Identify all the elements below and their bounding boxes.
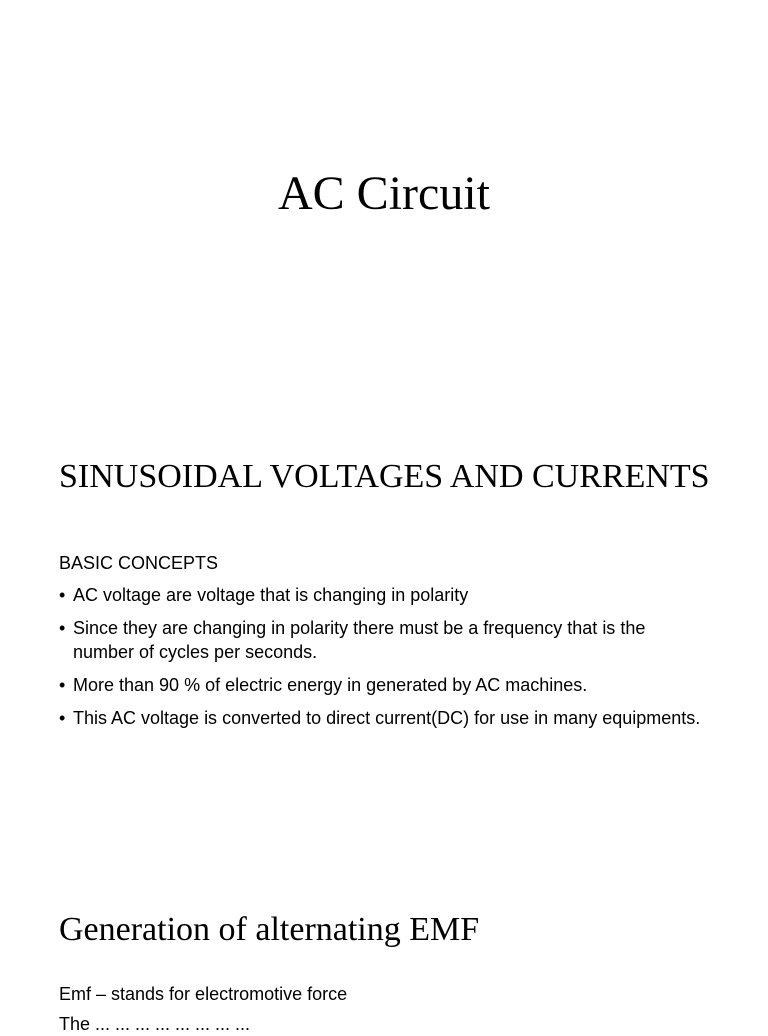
list-item xyxy=(59,706,709,730)
bullet-text: AC voltage are voltage that is changing in polarity xyxy=(73,585,469,605)
bullet-text: Since they are changing in polarity there must be a frequency that is the number of cycles per seconds. xyxy=(73,618,646,662)
bullet-icon: • xyxy=(59,585,66,605)
slide-title: AC Circuit xyxy=(278,167,490,220)
bullet-text: This AC voltage is converted to direct current(DC) for use in many equipments. xyxy=(73,708,701,728)
bullet-icon: • xyxy=(59,618,66,638)
bullet-icon: • xyxy=(59,675,66,695)
slide-heading: Generation of alternating EMF xyxy=(59,911,480,948)
sinusoidal-slide xyxy=(0,440,768,860)
bullet-icon: • xyxy=(59,708,66,728)
body-text-line-cut: The ... ... ... ... ... ... ... ... xyxy=(59,1014,251,1034)
list-item xyxy=(59,616,709,664)
body-text-line: Emf – stands for electromotive force xyxy=(59,984,348,1004)
list-item xyxy=(59,673,709,697)
slide-subheading: BASIC CONCEPTS xyxy=(59,553,219,573)
bullet-list xyxy=(59,583,709,739)
title-slide xyxy=(0,0,768,400)
list-item xyxy=(59,583,709,607)
bullet-text: More than 90 % of electric energy in generated by AC machines. xyxy=(73,675,588,695)
emf-slide xyxy=(0,900,768,1034)
slide-heading: SINUSOIDAL VOLTAGES AND CURRENTS xyxy=(59,458,710,495)
